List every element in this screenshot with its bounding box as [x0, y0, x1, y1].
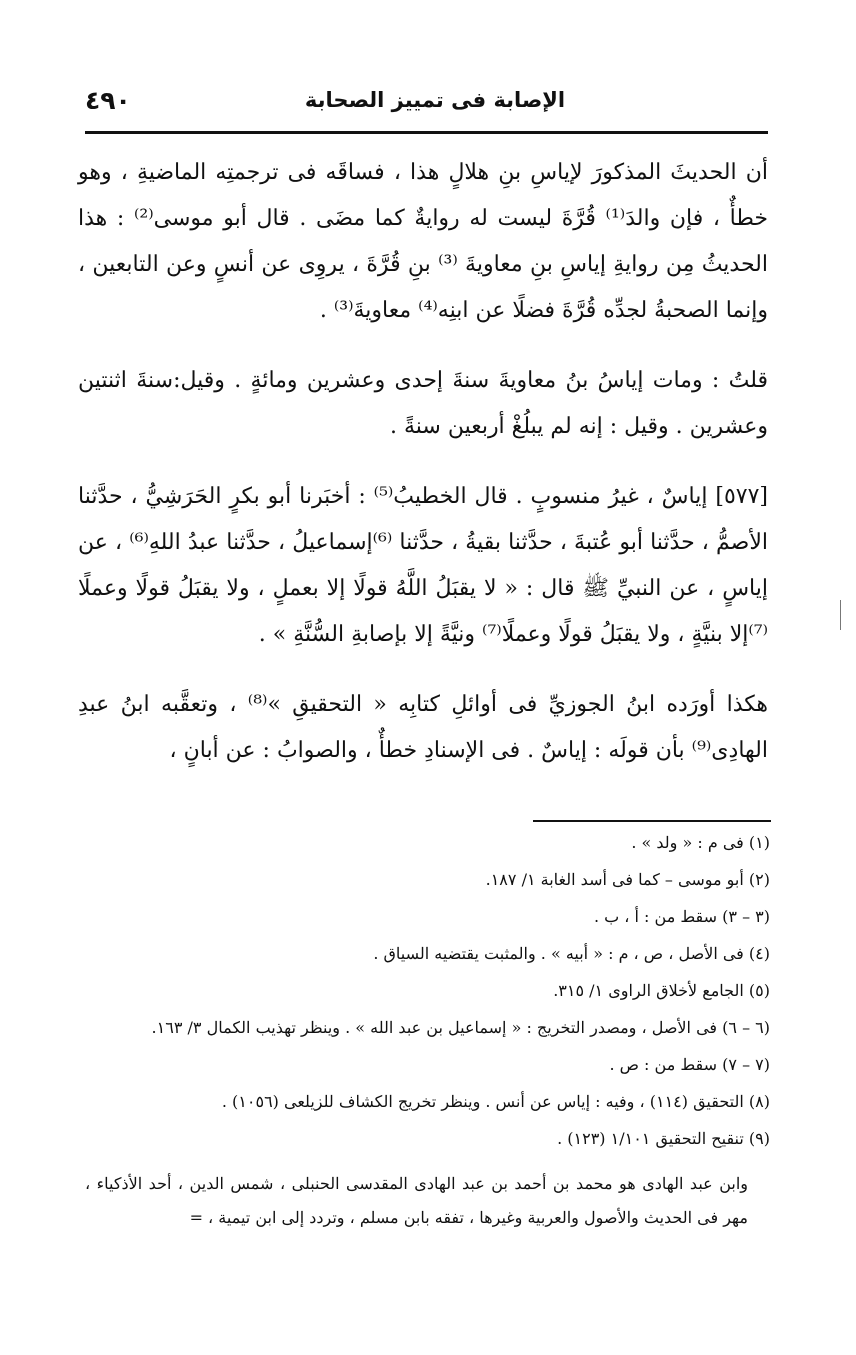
footnote-continuation: وابن عبد الهادى هو محمد بن أحمد بن عبد الهادى المقدسى الحنبلى ، شمس الدين ، أحد الأذكياء ، مهر فى الحديث والأصول والعربية وغيرها ، تفقه بابن مسلم ، وتردد إلى ابن تيمية ، = — [85, 1174, 748, 1227]
footnote: (٥) الجامع لأخلاق الراوى ١/ ٣١٥. — [553, 981, 770, 1000]
footnote: (٦ – ٦) فى الأصل ، ومصدر التخريج : « إسماعيل بن عبد الله » . وينظر تهذيب الكمال ٣/ ١٦٣. — [151, 1018, 770, 1037]
footnote-rule — [533, 820, 771, 822]
footnote: (٨) التحقيق (١١٤) ، وفيه : إياس عن أنس . وينظر تخريج الكشاف للزيلعى (١٠٥٦) . — [221, 1092, 770, 1111]
footnote: (٩) تنقيح التحقيق ١/١٠١ (١٢٣) . — [557, 1129, 770, 1148]
footnote: (١) فى م : « ولد » . — [631, 833, 770, 852]
paragraph: [٥٧٧] إياسٌ ، غيرُ منسوبٍ . قال الخطيبُ⁽⁵⁾ : أخبَرنا أبو بكرٍ الحَرَشِيُّ ، حدَّثنا الأصمُّ ، حدَّثنا أبو عُتبةَ ، حدَّثنا بقيةُ ، حدَّثنا ⁽⁶⁾إسماعيلُ ، حدَّثنا عبدُ اللهِ⁽⁶⁾ ، عن إياسٍ ، عن النبيِّ ﷺ قال : « لا يقبَلُ اللَّهُ قولًا إلا بعملٍ ، ولا يقبَلُ قولًا وعملًا ⁽⁷⁾إلا بنيَّةٍ ، ولا يقبَلُ قولًا وعملًا⁽⁷⁾ ونيَّةً إلا بإصابةِ السُّنَّةِ » . — [78, 484, 768, 647]
scan-edge-mark — [840, 600, 841, 630]
footnotes — [85, 824, 770, 1235]
header-rule — [85, 131, 768, 134]
footnote: (٤) فى الأصل ، ص ، م : « أبيه » . والمثبت يقتضيه السياق . — [373, 944, 770, 963]
running-title: الإصابة فى تمييز الصحابة — [304, 88, 566, 112]
page-number: ٤٩٠ — [85, 86, 131, 115]
footnote: (٣ – ٣) سقط من : أ ، ب . — [593, 907, 770, 926]
footnote: (٢) أبو موسى – كما فى أسد الغابة ١/ ١٨٧. — [485, 870, 770, 889]
paragraph: هكذا أورَده ابنُ الجوزيِّ فى أوائلِ كتابِه « التحقيقِ »⁽⁸⁾ ، وتعقَّبه ابنُ عبدِ الهادِى⁽⁹⁾ بأن قولَه : إياسٌ . فى الإسنادِ خطأٌ ، والصوابُ : عن أبانٍ ، — [78, 692, 768, 763]
paragraph: قلتُ : ومات إياسُ بنُ معاويةَ سنةَ إحدى وعشرين ومائةٍ . وقيل:سنةَ اثنتين وعشرين . وقيل : إنه لم يبلُغْ أربعين سنةً . — [78, 368, 768, 439]
footnote: (٧ – ٧) سقط من : ص . — [609, 1055, 770, 1074]
paragraph: أن الحديثَ المذكورَ لإياسِ بنِ هلالٍ هذا ، فساقَه فى ترجمتِه الماضيةِ ، وهو خطأٌ ، فإن والدَ⁽¹⁾ قُرَّةَ ليست له روايةٌ كما مضَى . قال أبو موسى⁽²⁾ : هذا الحديثُ مِن روايةِ إياسِ بنِ معاويةَ ⁽³⁾ بنِ قُرَّةَ ، يروِى عن أنسٍ وعن التابعين ، وإنما الصحبةُ لجدِّه قُرَّةَ فضلًا عن ابنِه⁽⁴⁾ معاويةَ⁽³⁾ . — [78, 160, 768, 323]
main-text — [78, 150, 768, 798]
page-header — [85, 84, 768, 124]
